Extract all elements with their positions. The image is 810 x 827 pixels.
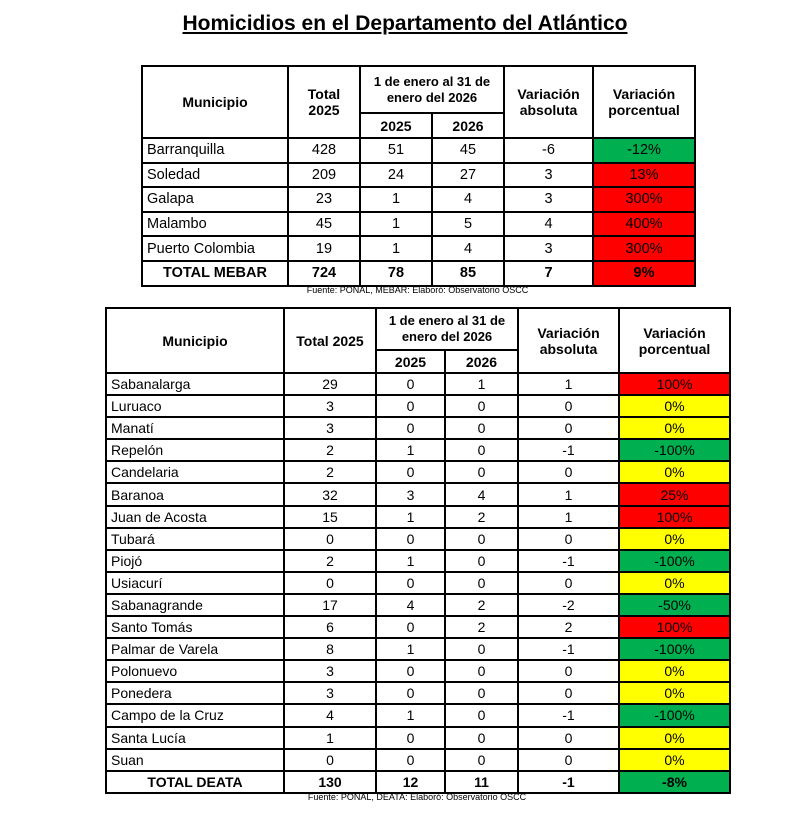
period-2025-cell: 1 (376, 704, 445, 726)
period-2026-cell: 4 (432, 236, 504, 261)
period-2025-cell: 1 (376, 550, 445, 572)
var-pct-cell: 300% (593, 187, 695, 212)
total-2025-cell: 2 (284, 461, 376, 483)
table-row (106, 550, 730, 572)
total-2025-cell: 3 (284, 417, 376, 439)
period-2025-cell: 0 (376, 749, 445, 771)
var-abs-cell: 1 (518, 483, 619, 505)
municipio-cell: Usiacurí (106, 572, 284, 594)
period-2026-cell: 4 (445, 483, 518, 505)
period-2026-cell: 11 (445, 771, 518, 793)
municipio-cell: Galapa (142, 187, 288, 212)
var-abs-cell: 0 (518, 395, 619, 417)
total-row (142, 261, 695, 286)
total-2025-cell: 2 (284, 439, 376, 461)
table-row (142, 236, 695, 261)
municipio-cell: Repelón (106, 439, 284, 461)
var-abs-cell: -1 (518, 638, 619, 660)
total-2025-cell: 32 (284, 483, 376, 505)
header-municipio: Municipio (142, 66, 288, 138)
municipio-cell: Polonuevo (106, 660, 284, 682)
total-2025-cell: 3 (284, 660, 376, 682)
municipio-cell: Soledad (142, 163, 288, 188)
period-2026-cell: 0 (445, 638, 518, 660)
period-2025-cell: 0 (376, 528, 445, 550)
period-2026-cell: 0 (445, 682, 518, 704)
period-2026-cell: 0 (445, 417, 518, 439)
period-2026-cell: 0 (445, 660, 518, 682)
period-2025-cell: 3 (376, 483, 445, 505)
table-row (106, 528, 730, 550)
var-abs-cell: -1 (518, 550, 619, 572)
var-pct-cell: 0% (619, 461, 730, 483)
municipio-cell: Luruaco (106, 395, 284, 417)
var-pct-cell: -8% (619, 771, 730, 793)
header-var-pct: Variación porcentual (619, 308, 730, 373)
period-2026-cell: 4 (432, 187, 504, 212)
municipio-cell: Santa Lucía (106, 727, 284, 749)
table-row (106, 749, 730, 771)
total-2025-cell: 0 (284, 749, 376, 771)
var-pct-cell: 0% (619, 727, 730, 749)
period-2026-cell: 0 (445, 704, 518, 726)
table-row (106, 660, 730, 682)
municipio-cell: Manatí (106, 417, 284, 439)
var-pct-cell: 100% (619, 506, 730, 528)
municipio-cell: Palmar de Varela (106, 638, 284, 660)
period-2025-cell: 1 (376, 506, 445, 528)
period-2025-cell: 51 (360, 138, 432, 163)
table-mebar (141, 65, 696, 287)
var-pct-cell: -100% (619, 704, 730, 726)
municipio-cell: Piojó (106, 550, 284, 572)
var-abs-cell: -6 (504, 138, 593, 163)
period-2026-cell: 27 (432, 163, 504, 188)
var-abs-cell: -1 (518, 704, 619, 726)
period-2025-cell: 78 (360, 261, 432, 286)
total-2025-cell: 29 (284, 373, 376, 395)
table-row (106, 506, 730, 528)
period-2025-cell: 4 (376, 594, 445, 616)
var-pct-cell: 9% (593, 261, 695, 286)
source-note-mebar: Fuente: PONAL, MEBAR: Elaboró: Observatorio OSCC (306, 285, 529, 295)
period-2026-cell: 2 (445, 506, 518, 528)
total-2025-cell: 209 (288, 163, 360, 188)
period-2025-cell: 0 (376, 373, 445, 395)
table-row (106, 461, 730, 483)
period-2026-cell: 0 (445, 727, 518, 749)
header-var-pct: Variación porcentual (593, 66, 695, 138)
period-2026-cell: 0 (445, 395, 518, 417)
period-2025-cell: 24 (360, 163, 432, 188)
period-2025-cell: 12 (376, 771, 445, 793)
table-row (142, 163, 695, 188)
table-row (106, 704, 730, 726)
table-deata (105, 307, 731, 794)
table-row (106, 616, 730, 638)
period-2026-cell: 2 (445, 594, 518, 616)
var-pct-cell: -12% (593, 138, 695, 163)
var-abs-cell: 2 (518, 616, 619, 638)
header-2025: 2025 (360, 113, 432, 138)
var-abs-cell: -1 (518, 439, 619, 461)
var-abs-cell: -1 (518, 771, 619, 793)
var-abs-cell: 3 (504, 187, 593, 212)
var-pct-cell: 0% (619, 749, 730, 771)
var-abs-cell: 0 (518, 727, 619, 749)
var-pct-cell: 0% (619, 417, 730, 439)
header-var-abs: Variación absoluta (504, 66, 593, 138)
period-2025-cell: 0 (376, 660, 445, 682)
table-row (106, 483, 730, 505)
municipio-cell: Juan de Acosta (106, 506, 284, 528)
header-2026: 2026 (445, 350, 518, 373)
header-period: 1 de enero al 31 de enero del 2026 (360, 66, 504, 113)
total-2025-cell: 3 (284, 682, 376, 704)
table-row (106, 682, 730, 704)
var-abs-cell: 0 (518, 749, 619, 771)
page-title: Homicidios en el Departamento del Atlántico (182, 12, 628, 35)
var-abs-cell: 0 (518, 461, 619, 483)
period-2025-cell: 0 (376, 682, 445, 704)
var-pct-cell: 100% (619, 616, 730, 638)
header-total-2025: Total 2025 (288, 66, 360, 138)
period-2026-cell: 0 (445, 528, 518, 550)
var-abs-cell: 3 (504, 163, 593, 188)
total-2025-cell: 724 (288, 261, 360, 286)
period-2026-cell: 0 (445, 572, 518, 594)
period-2025-cell: 0 (376, 616, 445, 638)
period-2025-cell: 0 (376, 461, 445, 483)
period-2025-cell: 0 (376, 727, 445, 749)
var-abs-cell: 0 (518, 572, 619, 594)
var-pct-cell: 300% (593, 236, 695, 261)
var-abs-cell: 3 (504, 236, 593, 261)
var-abs-cell: 7 (504, 261, 593, 286)
total-2025-cell: 17 (284, 594, 376, 616)
municipio-cell: Candelaria (106, 461, 284, 483)
var-pct-cell: 0% (619, 660, 730, 682)
period-2026-cell: 0 (445, 550, 518, 572)
var-abs-cell: 4 (504, 212, 593, 237)
header-2025: 2025 (376, 350, 445, 373)
table-row (106, 594, 730, 616)
total-2025-cell: 1 (284, 727, 376, 749)
period-2026-cell: 1 (445, 373, 518, 395)
var-pct-cell: -100% (619, 550, 730, 572)
var-pct-cell: 400% (593, 212, 695, 237)
period-2026-cell: 2 (445, 616, 518, 638)
var-pct-cell: 100% (619, 373, 730, 395)
table-row (106, 417, 730, 439)
var-abs-cell: -2 (518, 594, 619, 616)
municipio-cell: Barranquilla (142, 138, 288, 163)
municipio-cell: Ponedera (106, 682, 284, 704)
municipio-cell: Sabanalarga (106, 373, 284, 395)
total-2025-cell: 23 (288, 187, 360, 212)
header-var-abs: Variación absoluta (518, 308, 619, 373)
total-2025-cell: 130 (284, 771, 376, 793)
table-row (106, 373, 730, 395)
table-row (106, 572, 730, 594)
total-row (106, 771, 730, 793)
var-pct-cell: 0% (619, 572, 730, 594)
period-2025-cell: 1 (360, 236, 432, 261)
period-2026-cell: 5 (432, 212, 504, 237)
total-2025-cell: 45 (288, 212, 360, 237)
municipio-cell: TOTAL DEATA (106, 771, 284, 793)
period-2026-cell: 0 (445, 439, 518, 461)
var-abs-cell: 0 (518, 660, 619, 682)
table-row (106, 439, 730, 461)
source-note-deata: Fuente: PONAL, DEATA: Elaboró: Observatorio OSCC (307, 792, 527, 802)
var-pct-cell: -100% (619, 439, 730, 461)
total-2025-cell: 8 (284, 638, 376, 660)
total-2025-cell: 3 (284, 395, 376, 417)
period-2026-cell: 45 (432, 138, 504, 163)
period-2026-cell: 85 (432, 261, 504, 286)
var-pct-cell: 25% (619, 483, 730, 505)
period-2025-cell: 0 (376, 572, 445, 594)
municipio-cell: Malambo (142, 212, 288, 237)
total-2025-cell: 0 (284, 572, 376, 594)
period-2025-cell: 1 (376, 439, 445, 461)
var-abs-cell: 1 (518, 506, 619, 528)
municipio-cell: Santo Tomás (106, 616, 284, 638)
municipio-cell: TOTAL MEBAR (142, 261, 288, 286)
var-pct-cell: -100% (619, 638, 730, 660)
var-pct-cell: 0% (619, 682, 730, 704)
var-abs-cell: 0 (518, 417, 619, 439)
var-abs-cell: 1 (518, 373, 619, 395)
total-2025-cell: 19 (288, 236, 360, 261)
total-2025-cell: 0 (284, 528, 376, 550)
period-2025-cell: 0 (376, 395, 445, 417)
var-pct-cell: 0% (619, 528, 730, 550)
period-2025-cell: 0 (376, 417, 445, 439)
total-2025-cell: 2 (284, 550, 376, 572)
total-2025-cell: 4 (284, 704, 376, 726)
header-total-2025: Total 2025 (284, 308, 376, 373)
header-2026: 2026 (432, 113, 504, 138)
municipio-cell: Sabanagrande (106, 594, 284, 616)
var-abs-cell: 0 (518, 682, 619, 704)
var-pct-cell: 0% (619, 395, 730, 417)
period-2025-cell: 1 (360, 212, 432, 237)
municipio-cell: Suan (106, 749, 284, 771)
municipio-cell: Puerto Colombia (142, 236, 288, 261)
table-row (106, 727, 730, 749)
header-municipio: Municipio (106, 308, 284, 373)
total-2025-cell: 15 (284, 506, 376, 528)
header-period: 1 de enero al 31 de enero del 2026 (376, 308, 518, 350)
municipio-cell: Tubará (106, 528, 284, 550)
table-row (142, 187, 695, 212)
municipio-cell: Baranoa (106, 483, 284, 505)
period-2025-cell: 1 (376, 638, 445, 660)
period-2026-cell: 0 (445, 461, 518, 483)
table-row (142, 212, 695, 237)
var-pct-cell: 13% (593, 163, 695, 188)
table-row (142, 138, 695, 163)
period-2026-cell: 0 (445, 749, 518, 771)
table-row (106, 395, 730, 417)
total-2025-cell: 6 (284, 616, 376, 638)
municipio-cell: Campo de la Cruz (106, 704, 284, 726)
var-abs-cell: 0 (518, 528, 619, 550)
table-row (106, 638, 730, 660)
period-2025-cell: 1 (360, 187, 432, 212)
total-2025-cell: 428 (288, 138, 360, 163)
var-pct-cell: -50% (619, 594, 730, 616)
